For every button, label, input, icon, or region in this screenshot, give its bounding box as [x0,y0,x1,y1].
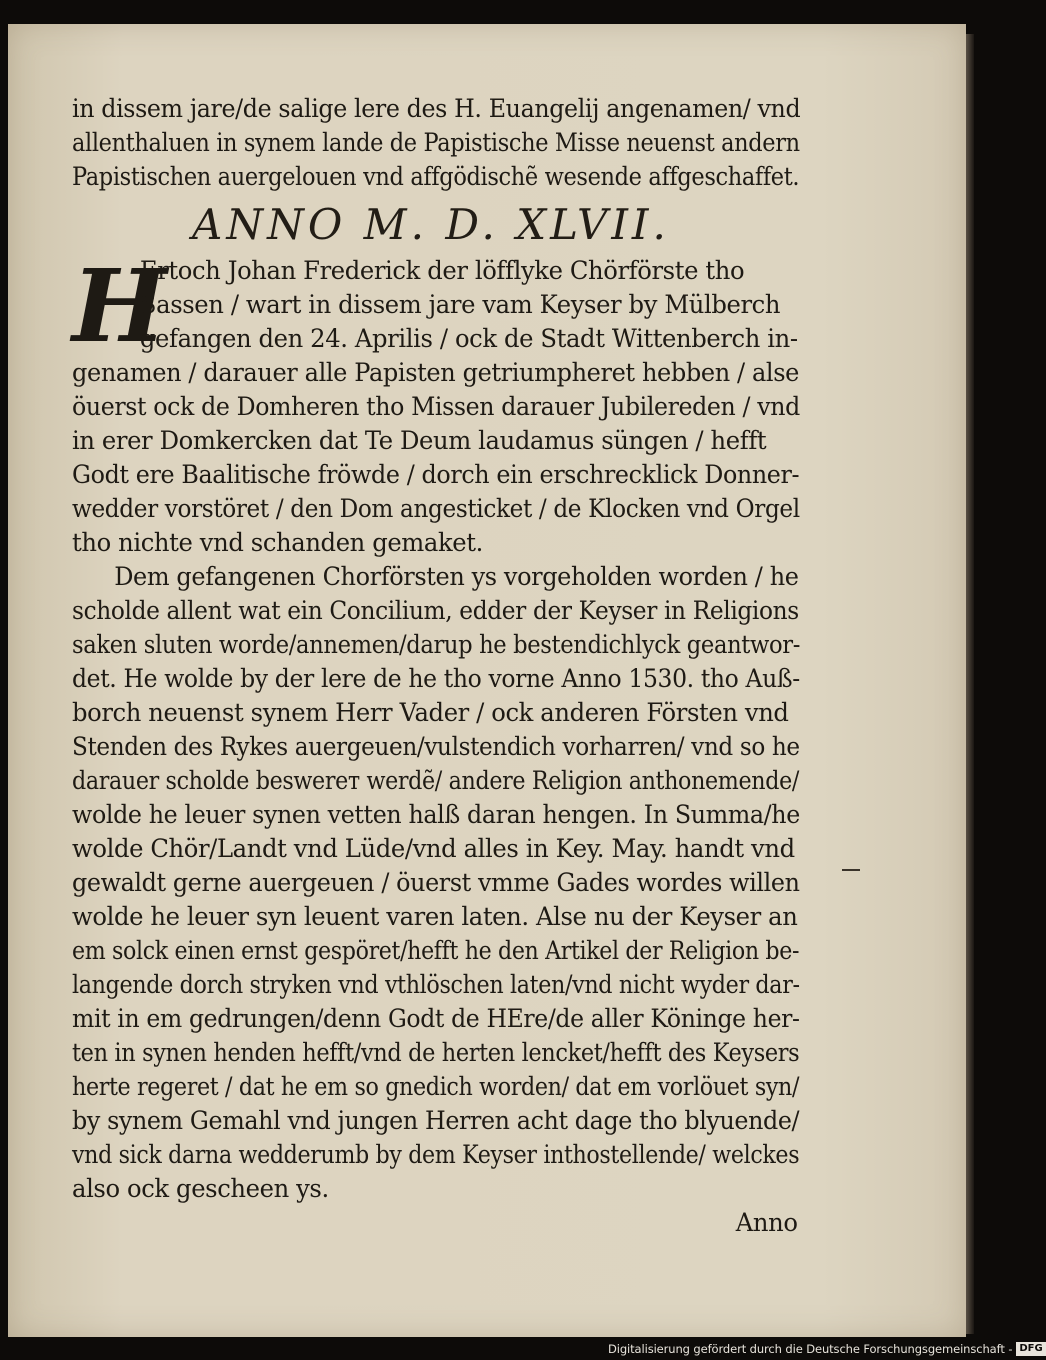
page-text [72,92,822,1240]
text-line: saken sluten worde/annemen/darup he bestendichlyck geantwor- [72,630,801,659]
text-line: Ertoch Johan Frederick der löfflyke Chörförste tho [139,256,745,285]
text-line: mit in em gedrungen/denn Godt de HEre/de aller Köninge her- [72,1004,800,1033]
margin-mark [842,869,860,871]
text-line: ten in synen henden hefft/vnd de herten lencket/hefft des Keysers [72,1038,800,1067]
text-line: in erer Domkercken dat Te Deum laudamus süngen / hefft [72,426,767,455]
text-line: wedder vorstöret / den Dom angesticket / de Klocken vnd Orgel [72,494,800,523]
text-line: also ock gescheen ys. [72,1174,329,1203]
text-line: wolde Chör/Landt vnd Lüde/vnd alles in Key. May. handt vnd [72,834,795,863]
digitization-footer [608,1341,1046,1357]
text-line: Papistischen auergelouen vnd affgödischẽ wesende affgeschaffet. [72,162,800,191]
text-line: gewaldt gerne auergeuen / öuerst vmme Gades wordes willen [72,868,800,897]
catchword: Anno [735,1208,798,1237]
text-line: em solck einen ernst gespöret/hefft he den Artikel der Religion be- [72,936,800,965]
text-line: allenthaluen in synem lande de Papistische Misse neuenst andern [72,128,800,157]
text-line: Sassen / wart in dissem jare vam Keyser by Mülberch [139,290,781,319]
text-line: genamen / darauer alle Papisten getriumpheret hebben / alse [72,358,800,387]
dfg-logo: DFG [1016,1342,1045,1356]
text-line: langende dorch stryken vnd vthlöschen laten/vnd nicht wyder dar- [72,970,800,999]
text-line: darauer scholde beswerет werdẽ/ andere Religion anthonemende/ [72,766,799,795]
text-line: det. He wolde by der lere de he tho vorne Anno 1530. tho Auß- [72,664,800,693]
text-line: herte regeret / dat he em so gnedich worden/ dat em vorlöuet syn/ [72,1072,800,1101]
text-line: Stenden des Rykes auergeuen/vulstendich vorharren/ vnd so he [72,732,800,761]
text-line: wolde he leuer syn leuent varen laten. Alse nu der Keyser an [72,902,798,931]
text-line: by synem Gemahl vnd jungen Herren acht dage tho blyuende/ [72,1106,800,1135]
text-line: Dem gefangenen Chorförsten ys vorgeholden worden / he [114,562,799,591]
text-line: borch neuenst synem Herr Vader / ock anderen Försten vnd [72,698,789,727]
dropcap-paragraph [72,247,822,365]
footer-credit: Digitalisierung gefördert durch die Deutsche Forschungsgemeinschaft - [608,1342,1013,1356]
page-edge [966,34,974,1334]
text-line: scholde allent wat ein Concilium, edder der Keyser in Religions [72,596,799,625]
year-heading: ANNO M. D. XLVII. [192,200,670,249]
text-line: in dissem jare/de salige lere des H. Euangelij angenamen/ vnd [72,94,801,123]
text-line: wolde he leuer synen vetten halß daran hengen. In Summa/he [72,800,800,829]
dropcap-initial: H [72,247,167,365]
text-line: öuerst ock de Domheren tho Missen darauer Jubilereden / vnd [72,392,800,421]
text-line: tho nichte vnd schanden gemaket. [72,528,483,557]
text-line: vnd sick darna wedderumb by dem Keyser inthostellende/ welckes [72,1140,800,1169]
text-line: gefangen den 24. Aprilis / ock de Stadt Wittenberch in- [139,324,798,353]
text-line: Godt ere Baalitische fröwde / dorch ein erschrecklick Donner- [72,460,800,489]
